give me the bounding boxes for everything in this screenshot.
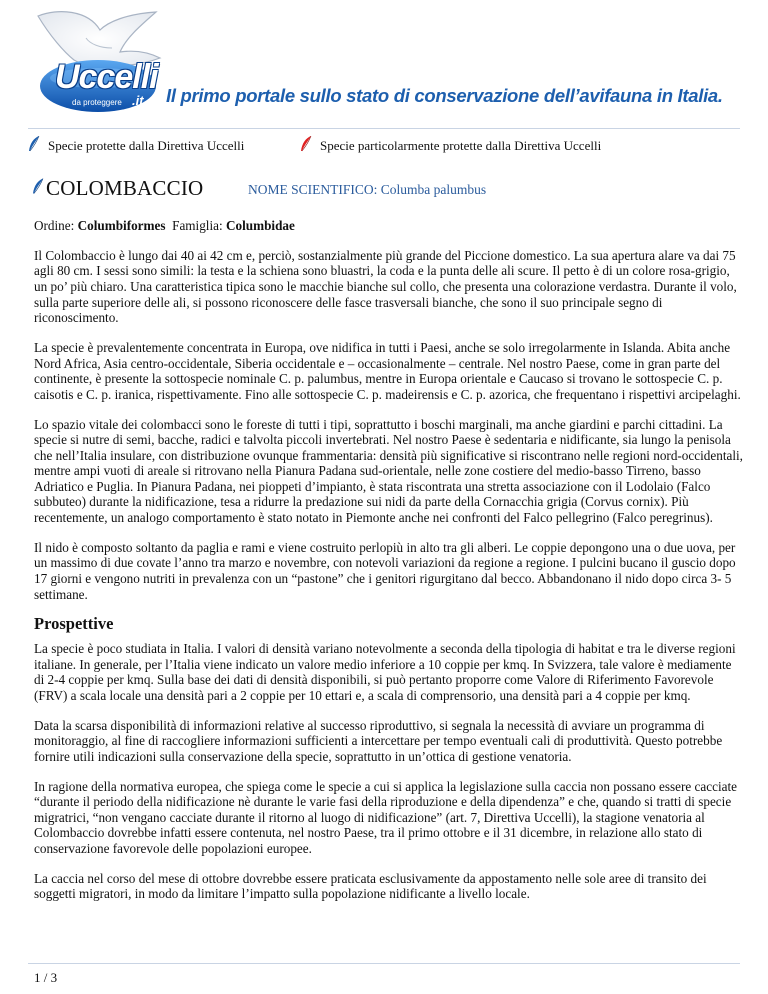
logo-domain: .it [132,93,144,108]
species-title [32,176,203,201]
legend-protected [28,136,244,154]
legend-special [300,136,601,154]
header-divider [28,128,740,129]
legend-special-label: Specie particolarmente protette dalla Direttiva Uccelli [320,138,602,153]
paragraph-legislation: In ragione della normativa europea, che spiega come le specie a cui si applica la legislazione sulla caccia non possano essere cacciate “durante il periodo della nidificazione nè durante le varie fasi della riproduzione e della dipendenza” e che, quando si tratti di specie migratrici, “non vengano cacciate durante il ritorno al luogo di nidificazione” (art. 7, Direttiva Uccelli), la stagione venatoria al Colombaccio dovrebbe infatti essere contenuta, nel nostro Paese, tra il primo ottobre e il 31 dicembre, in relazione allo stato di conservazione favorevole delle popolazioni europee. [34,778,738,856]
taxonomy-line [34,218,744,234]
page-number: 1 / 3 [34,970,58,985]
site-header [0,0,768,125]
paragraph-density: La specie è poco studiata in Italia. I valori di densità variano notevolmente a seconda della tipologia di habitat e tra le diverse regioni italiane. In generale, per l’Italia viene indicato un valore medio inferiore a 10 coppie per kmq. In Svizzera, tale valore è mediamente di 2-4 coppie per kmq. Sulla base dei dati di densità disponibili, si può pertanto proporre come Valore di Riferimento Favorevole (FRV) a scala locale una densità pari a 2 coppie per 10 ettari e, a scala di comprensorio, una densità pari a 4 coppie per kmq. [34,641,736,703]
order-label: Ordine: [34,218,75,233]
paragraph-monitoring: Data la scarsa disponibilità di informazioni relative al successo riproduttivo, si segnala la necessità di avviare un programma di monitoraggio, al fine di raccogliere informazioni sufficienti a intercettare per tempo eventuali cali di produttività. Questo potrebbe fornire utili indicazioni sulla conservazione della specie, soprattutto in un’ottica di gestione venatoria. [34,717,723,764]
feather-blue-icon [32,178,44,195]
article-body [34,218,744,916]
section-title-prospettive: Prospettive [34,614,114,634]
family-label: Famiglia: [172,218,223,233]
site-tagline: Il primo portale sullo stato di conservazione dell’avifauna in Italia. [166,85,723,106]
legend [28,130,740,156]
paragraph-distribution: La specie è prevalentemente concentrata in Europa, ove nidifica in tutti i Paesi, anche se solo irregolarmente in Islanda. Abita anche Nord Africa, Asia centro-occidentale, Siberia occidentale e – occasionalmente – centrale. Nel nostro Paese, come in gran parte del continente, è presente la sottospecie nominale C. p. palumbus, mentre in Europa orientale e Caucaso si trovano le sottospecie C. p. caisotis e C. p. iranica, rispettivamente. Fino alle sottospecie C. p. madeirensis e C. p. azorica, che frequentano i rispettivi arcipelaghi. [34,339,741,402]
paragraph-hunting: La caccia nel corso del mese di ottobre dovrebbe essere praticata esclusivamente da appostamento nelle sole aree di transito dei soggetti migratori, in modo da limitare l’impatto sulla popolazione nidificante a livello locale. [34,870,707,902]
family-value: Columbidae [225,218,295,233]
feather-blue-icon [28,136,40,152]
species-heading [32,176,732,206]
logo-subtitle: da proteggere [72,98,122,107]
paragraph-nesting: Il nido è composto soltanto da paglia e rami e viene costruito perlopiù in alto tra gli alberi. Le coppie depongono una o due uova, per un massimo di due covate l’anno tra marzo e novembre, con notevoli variazioni da regione a regione. I pulcini bucano il guscio dopo 17 giorni e vengono nutriti in prevalenza con un “pastone” che i genitori rigurgitano dal becco. Abbandonano il nido dopo circa 3- 5 settimane. [34,539,736,602]
legend-protected-label: Specie protette dalla Direttiva Uccelli [48,138,245,153]
scientific-name: NOME SCIENTIFICO: Columba palumbus [248,182,487,197]
paragraph-description: Il Colombaccio è lungo dai 40 ai 42 cm e, perciò, sostanzialmente più grande del Piccione domestico. La sua apertura alare va dai 75 agli 80 cm. I sessi sono simili: la testa e la schiena sono bluastri, la coda e la punta delle ali scure. Il petto è di un colore rosa-grigio, un po’ più chiaro. Una caratteristica tipica sono le macchie bianche sul collo, che presenta una colorazione verdastra. Durante il volo, sulla parte superiore delle ali, si possono riconoscere delle fasce trasversali bianche, che sono il suo principale segno di riconoscimento. [34,247,737,326]
footer-divider [28,963,740,964]
paragraph-habitat: Lo spazio vitale dei colombacci sono le foreste di tutti i tipi, soprattutto i boschi marginali, ma anche giardini e parchi cittadini. La specie si nutre di semi, bacche, radici e talvolta piccoli invertebrati. Nel nostro Paese è sedentaria e nidificante, sia lungo la penisola che nell’Italia insulare, con distribuzione ovunque frammentaria: densità più significative si riscontrano nelle regioni nord-occidentali, mentre ampi vuoti di areale si ritrovano nella Pianura Padana sud-orientale, nelle zone costiere del medio-basso Tirreno, basso Adriatico e Puglia. In Pianura Padana, nei pioppeti d’impianto, è stata riscontrata una stretta associazione con il Lodolaio (Falco subbuteo) durante la nidificazione, tesa a ridurre la predazione sui nidi da parte della Cornacchia grigia (Corvus cornix). Più recentemente, un analogo comportamento è stato notato in Piemonte anche nei confronti del Falco pellegrino (Falco peregrinus). [34,416,743,526]
feather-red-icon [300,136,312,152]
order-value: Columbiformes [77,218,166,233]
species-name: COLOMBACCIO [46,176,204,200]
logo-wordmark: Uccelli [55,58,158,96]
